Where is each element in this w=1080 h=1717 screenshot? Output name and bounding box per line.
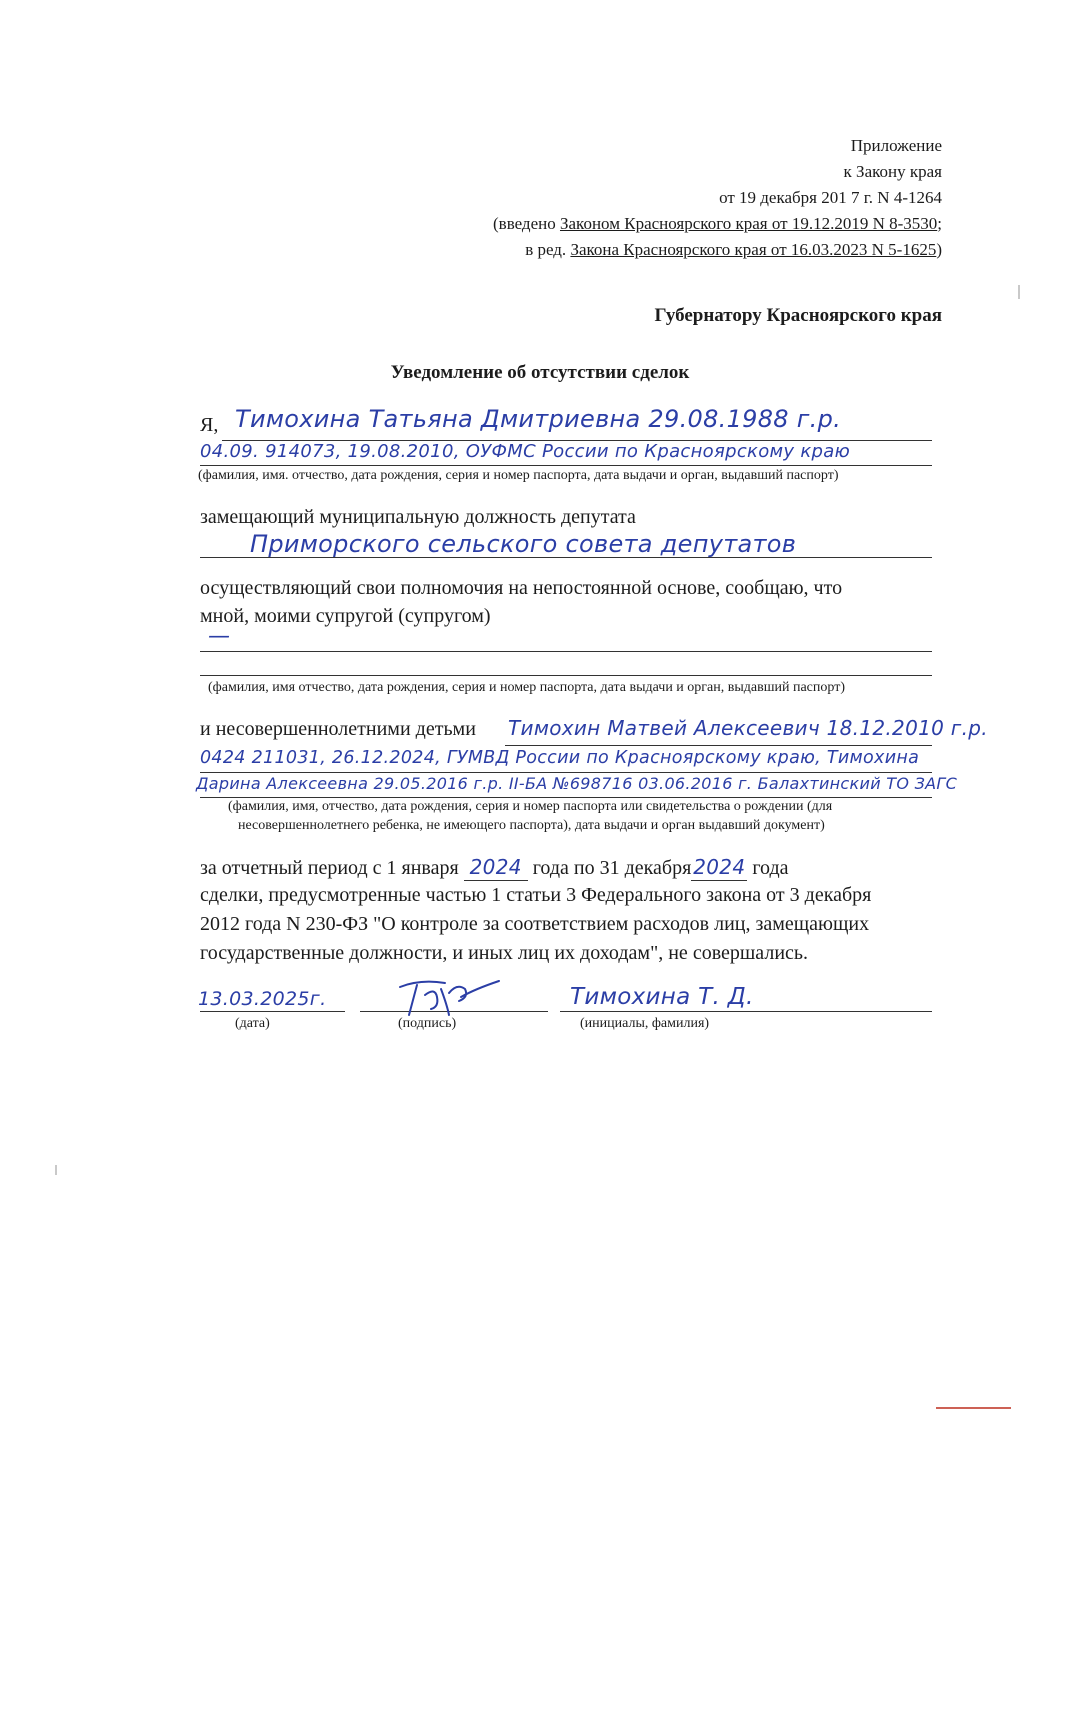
children-handwritten-3: Дарина Алексеевна 29.05.2016 г.р. II-БА №698716 03.06.2016 г. Балахтинский ТО ЗАГС [196,774,958,793]
declarant-prefix: Я, [200,414,219,436]
position-text: замещающий муниципальную должность депутата [200,506,636,528]
children-handwritten-1: Тимохин Матвей Алексеевич 18.12.2010 г.р. [508,716,988,740]
period-line-3: 2012 года N 230-ФЗ "О контроле за соответствием расходов лиц, замещающих [200,913,870,935]
header-introduced-suffix: ; [937,214,942,233]
name-line [560,1011,932,1012]
addressee: Губернатору Красноярского края [654,305,942,326]
position-handwritten: Приморского сельского совета депутатов [250,530,797,558]
children-handwritten-2: 0424 211031, 26.12.2024, ГУМВД России по Красноярскому краю, Тимохина [200,748,920,768]
children-line-3 [200,797,932,798]
signature-caption: (подпись) [398,1016,457,1031]
period-part-1: за отчетный период с 1 января [200,857,459,879]
red-mark [936,1407,1011,1409]
period-year-to-value: 2024 [693,855,746,879]
scan-artifact [55,1165,57,1175]
period-year-from-value: 2024 [469,855,522,879]
children-line-2 [200,772,932,773]
spouse-line-1 [200,651,932,652]
spouse-text-2: мной, моими супругой (супругом) [200,605,491,627]
date-caption: (дата) [235,1016,270,1031]
header-revision-suffix: ) [936,240,942,259]
date-line [200,1011,345,1012]
period-line-1 [200,855,789,881]
declarant-handwritten-2: 04.09. 914073, 19.08.2010, ОУФМС России по Красноярскому краю [200,441,851,462]
header-line-prilozhenie: Приложение [850,136,942,155]
children-line-1 [505,745,932,746]
declarant-caption: (фамилия, имя. отчество, дата рождения, серия и номер паспорта, дата выдачи и орган, выдавший паспорт) [198,468,839,483]
period-line-4: государственные должности, и иных лиц их доходам", не совершались. [200,942,809,964]
children-caption-1: (фамилия, имя, отчество, дата рождения, серия и номер паспорта или свидетельства о рождении (для [228,799,833,814]
header-introduced-prefix: (введено [493,214,560,233]
period-part-3: года [752,857,789,879]
header-revision-prefix: в ред. [525,240,571,259]
period-year-from [464,855,528,881]
law-link-2019[interactable]: Законом Красноярского края от 19.12.2019 N 8-3530 [559,214,938,233]
scan-artifact [1018,285,1020,299]
period-part-2: года по 31 декабря [532,857,692,879]
name-caption: (инициалы, фамилия) [580,1016,710,1031]
children-caption-2: несовершеннолетнего ребенка, не имеющего паспорта), дата выдачи и орган выдавший документ) [238,818,825,833]
header-line-introduced [493,211,942,237]
signature-image [395,975,505,1020]
name-handwritten: Тимохина Т. Д. [570,984,754,1010]
header-line-revision [525,237,942,263]
declarant-line-2 [200,465,932,466]
period-year-to [691,855,747,881]
document-title: Уведомление об отсутствии сделок [390,362,690,383]
spouse-caption: (фамилия, имя отчество, дата рождения, серия и номер паспорта, дата выдачи и орган, выдавший паспорт) [208,680,845,695]
law-link-2023[interactable]: Закона Красноярского края от 16.03.2023 N 5-1625 [570,240,937,259]
spouse-line-2 [200,675,932,676]
spouse-handwritten-dash: — [208,624,231,649]
date-handwritten: 13.03.2025г. [198,988,327,1010]
children-prefix: и несовершеннолетними детьми [200,718,476,740]
period-line-2: сделки, предусмотренные частью 1 статьи 3 Федерального закона от 3 декабря [200,884,872,906]
spouse-text-1: осуществляющий свои полномочия на непостоянной основе, сообщаю, что [200,577,843,599]
declarant-handwritten-1: Тимохина Татьяна Дмитриевна 29.08.1988 г.р. [235,405,842,433]
header-line-zakon: к Закону края [843,162,942,181]
header-line-date: от 19 декабря 201 7 г. N 4-1264 [719,188,942,207]
